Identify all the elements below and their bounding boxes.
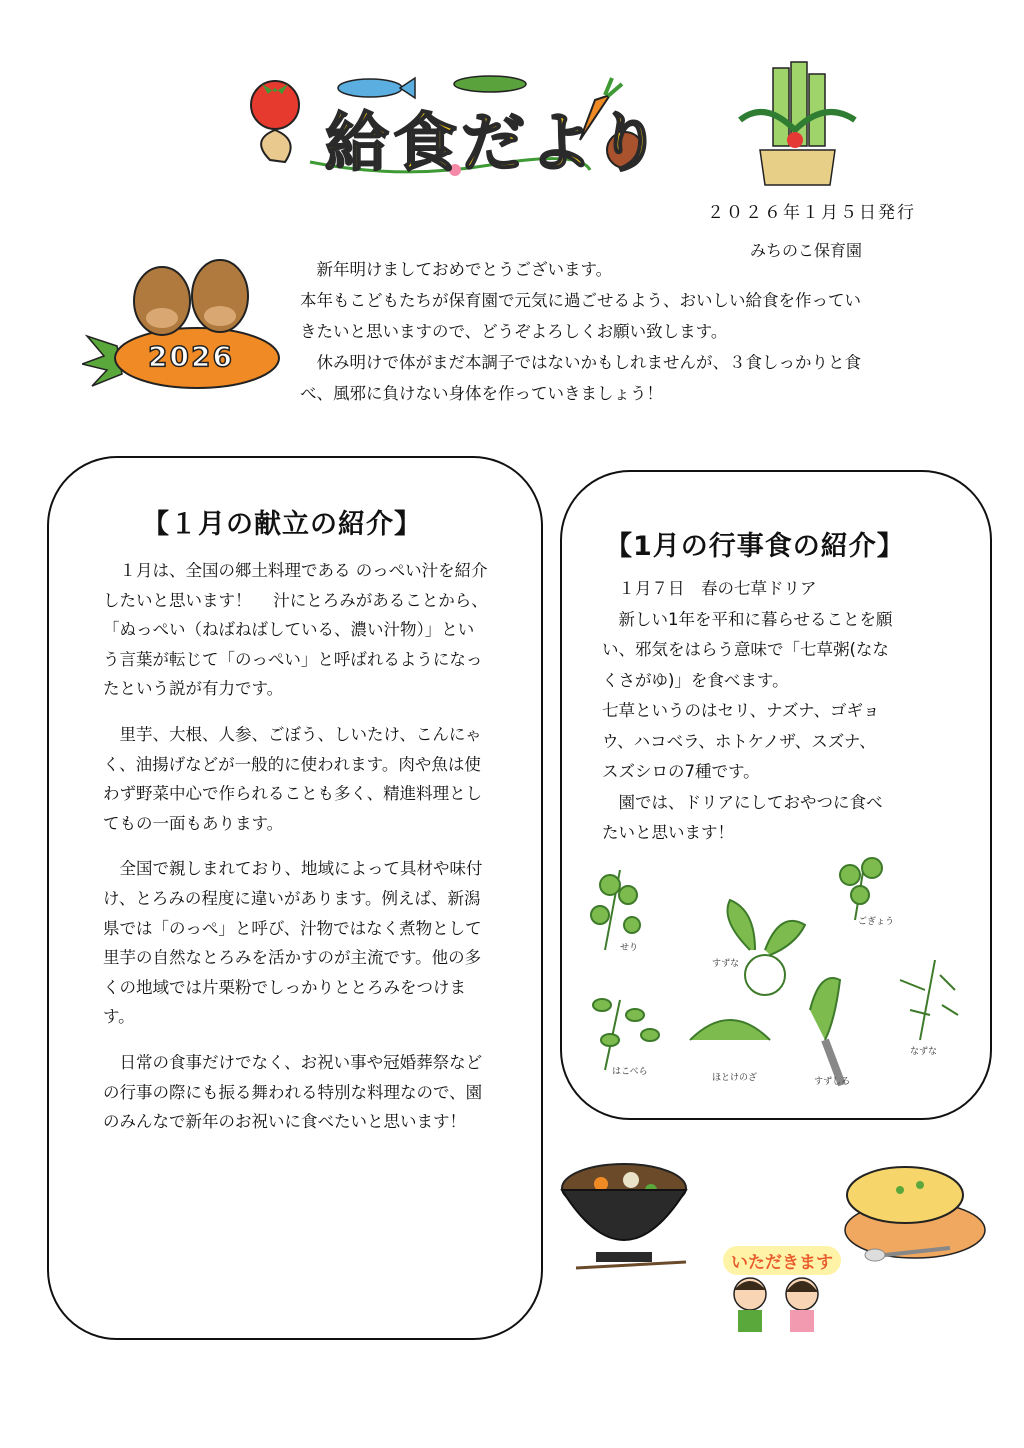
event-intro-title: 【1月の行事食の紹介】	[605, 531, 905, 562]
menu-intro-paragraph: 全国で親しまれており、地域によって具材や味付け、とろみの程度に違いがあります。例えば、新潟県では「のっぺ」と呼び、汁物ではなく煮物として里芋の自然なとろみを活かすのが主流です。他の多くの地域では片栗粉でしっかりととろみをつけます。	[103, 859, 483, 1027]
greeting-line: 新年明けましておめでとうございます。	[300, 260, 613, 279]
herb-label-seri: せり	[620, 943, 639, 953]
herb-label-gogyou: ごぎょう	[858, 917, 895, 927]
event-intro-line: スズシロの7種です。	[602, 762, 760, 781]
herb-label-suzuna: すずな	[712, 959, 740, 969]
noppei-soup-bowl-illustration	[556, 1140, 696, 1280]
herb-label-nazuna: なずな	[910, 1047, 938, 1057]
event-intro-line: ウ、ハコベラ、ホトケノザ、スズナ、	[602, 731, 876, 751]
greeting-line: べ、風邪に負けない身体を作っていきましょう！	[300, 384, 663, 403]
event-intro-body	[602, 574, 952, 849]
menu-intro-paragraph: １月は、全国の郷土料理である のっぺい汁を紹介したいと思います！ 汁にとろみがあることから、「ぬっぺい（ねばねばしている、濃い汁物）」という言葉が転じて「のっぺい」と呼ばれるようになったという説が有力です。	[103, 561, 488, 699]
gratin-dish-illustration	[840, 1140, 990, 1270]
herb-label-suzushiro: すずしろ	[814, 1077, 851, 1087]
year-badge: 2026	[148, 340, 234, 373]
itadakimasu-banner: いただきます	[723, 1246, 841, 1275]
issue-date: ２０２６年１月５日発行	[707, 203, 916, 223]
event-intro-line: 新しい1年を平和に暮らせることを願	[602, 609, 893, 629]
greeting-line: きたいと思いますので、どうぞよろしくお願い致します。	[300, 322, 728, 341]
herb-label-hotokenoza: ほとけのざ	[712, 1073, 758, 1083]
event-intro-subtitle: １月７日 春の七草ドリア	[602, 579, 817, 598]
menu-intro-paragraph: 里芋、大根、人参、ごぼう、しいたけ、こんにゃく、油揚げなどが一般的に使われます。肉や魚は使わず野菜中心で作られることも多く、精進料理としてもの一面もあります。	[103, 724, 483, 833]
herb-label-hakobera: はこべら	[612, 1067, 648, 1077]
menu-intro-body	[103, 556, 488, 1153]
event-intro-line: たいと思います！	[602, 823, 734, 842]
event-intro-line: 園では、ドリアにしておやつに食べ	[602, 792, 883, 812]
menu-intro-title: 【１月の献立の紹介】	[142, 509, 422, 540]
event-intro-line: い、邪気をはらう意味で「七草粥(なな	[602, 640, 889, 659]
event-intro-line: 七草というのはセリ、ナズナ、ゴギョ	[602, 701, 880, 720]
greeting-message	[300, 254, 960, 409]
kadomatsu-illustration	[735, 60, 860, 190]
school-name: みちのこ保育園	[750, 241, 863, 260]
greeting-line: 休み明けで体がまだ本調子ではないかもしれませんが、３食しっかりと食	[300, 353, 861, 372]
children-illustration	[722, 1270, 832, 1345]
greeting-line: 本年もこどもたちが保育園で元気に過ごせるよう、おいしい給食を作ってい	[300, 291, 861, 310]
event-intro-line: くさがゆ)」を食べます。	[602, 670, 789, 690]
seven-herbs-illustration	[580, 840, 970, 1100]
newsletter-title: 給食だより	[325, 107, 665, 181]
menu-intro-paragraph: 日常の食事だけでなく、お祝い事や冠婚葬祭などの行事の際にも振る舞われる特別な料理なので、園のみんなで新年のお祝いに食べたいと思います！	[103, 1052, 483, 1132]
